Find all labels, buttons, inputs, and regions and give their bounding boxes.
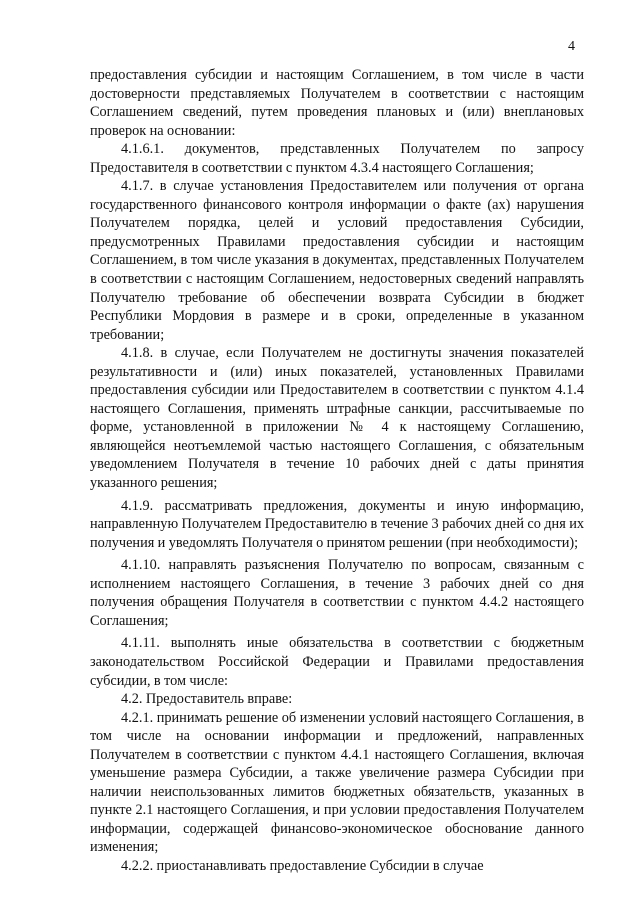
paragraph-4-1-7: 4.1.7. в случае установления Предоставителем или получения от органа государственного финансового контроля информации о факте (ах) нарушения Получателем порядка, целей и условий предоставления Субсидии, предусмотренных Правилами предоставления субсидии и настоящим Соглашением, в том числе указания в документах, представленных Получателем в соответствии с настоящим Соглашением, недостоверных сведений направлять Получателю требование об обеспечении возврата Субсидии в бюджет Республики Мордовия в размере и в сроки, определенные в указанном требовании;	[90, 178, 584, 343]
paragraph-4-1-11: 4.1.11. выполнять иные обязательства в соответствии с бюджетным законодательством Российской Федерации и Правилами предоставления субсидии, в том числе:	[90, 635, 584, 689]
paragraph-4-2: 4.2. Предоставитель вправе:	[121, 691, 293, 708]
document-body	[90, 66, 584, 876]
paragraph-4-1-10: 4.1.10. направлять разъяснения Получателю по вопросам, связанным с исполнением настоящего Соглашения, в течение 3 рабочих дней со дня получения обращения Получателя в соответствии с пунктом 4.4.2 настоящего Соглашения;	[90, 557, 584, 629]
paragraph-4-2-2: 4.2.2. приостанавливать предоставление Субсидии в случае	[121, 857, 484, 874]
paragraph-4-1-6-1: 4.1.6.1. документов, представленных Получателем по запросу Предоставителя в соответствии с пунктом 4.3.4 настоящего Соглашения;	[90, 141, 584, 176]
paragraph-4-1-9: 4.1.9. рассматривать предложения, документы и иную информацию, направленную Получателем Предоставителю в течение 3 рабочих дней со дня их получения и уведомлять Получателя о принятом решении (при необходимости);	[90, 497, 584, 551]
paragraph-continuation: предоставления субсидии и настоящим Соглашением, в том числе в части достоверности представляемых Получателем в соответствии с настоящим Соглашением сведений, путем проведения плановых и (или) внеплановых проверок на основании:	[90, 67, 584, 139]
paragraph-4-2-1: 4.2.1. принимать решение об изменении условий настоящего Соглашения, в том числе на основании информации и предложений, направленных Получателем в соответствии с пунктом 4.4.1 настоящего Соглашения, включая уменьшение размера Субсидии, а также увеличение размера Субсидии при наличии неиспользованных лимитов бюджетных обязательств, указанных в пункте 2.1 настоящего Соглашения, и при условии предоставления Получателем информации, содержащей финансово-экономическое обоснование данного изменения;	[90, 709, 584, 856]
page-number: 4	[568, 39, 575, 54]
paragraph-4-1-8: 4.1.8. в случае, если Получателем не достигнуты значения показателей результативности и (или) иных показателей, установленных Правилами предоставления субсидии или Предоставителем в соответствии с пунктом 4.1.4 настоящего Соглашения, применять штрафные санкции, рассчитываемые по форме, установленной в приложении № 4 к настоящему Соглашению, являющейся неотъемлемой частью настоящего Соглашения, с обязательным уведомлением Получателя в течение 10 рабочих дней с даты принятия указанного решения;	[90, 345, 584, 492]
